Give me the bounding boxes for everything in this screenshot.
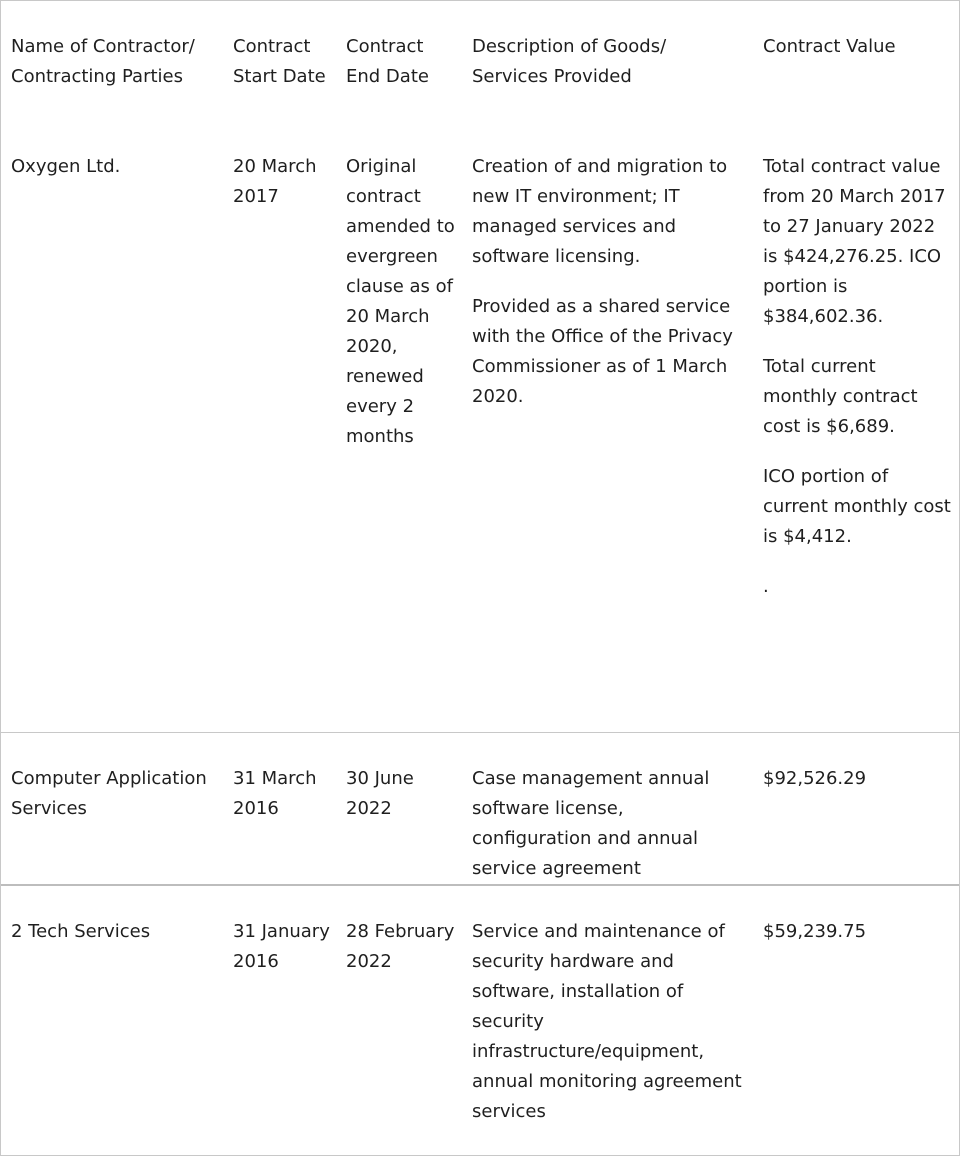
table-row bbox=[1, 885, 959, 1156]
header-description: Description of Goods/ Services Provided bbox=[472, 36, 667, 87]
value-paragraph: ICO portion of current monthly cost is $4,412. bbox=[763, 466, 951, 547]
cell-contractor: Oxygen Ltd. bbox=[1, 121, 223, 732]
description-paragraph: Provided as a shared service with the Office of the Privacy Commissioner as of 1 March 2020. bbox=[472, 296, 733, 407]
cell-end-date: Original contract amended to evergreen clause as of 20 March 2020, renewed every 2 months bbox=[336, 121, 462, 732]
cell-start-date: 20 March 2017 bbox=[223, 121, 336, 732]
cell-start-date: 31 January 2016 bbox=[233, 920, 330, 972]
value-paragraph: Total contract value from 20 March 2017 to 27 January 2022 is $424,276.25. ICO portion is $384,602.36. bbox=[763, 156, 946, 327]
table-row bbox=[1, 121, 959, 732]
cell-contractor: 2 Tech Services bbox=[11, 920, 151, 942]
cell-end-date: 30 June 2022 bbox=[336, 732, 462, 885]
header-start-date: Contract Start Date bbox=[233, 36, 326, 87]
contracts-table bbox=[1, 1, 959, 1156]
value-paragraph: Total current monthly contract cost is $6,689. bbox=[763, 356, 918, 437]
cell-value: $59,239.75 bbox=[763, 920, 867, 942]
cell-contractor: Computer Application Services bbox=[1, 732, 223, 885]
header-value: Contract Value bbox=[763, 36, 896, 57]
cell-end-date: 28 February 2022 bbox=[346, 920, 455, 972]
cell-start-date: 31 March 2016 bbox=[223, 732, 336, 885]
table-row bbox=[1, 732, 959, 885]
description-paragraph: Creation of and migration to new IT environment; IT managed services and software licensing. bbox=[472, 156, 728, 267]
header-contractor: Name of Contractor/ Contracting Parties bbox=[11, 36, 195, 87]
header-end-date: Contract End Date bbox=[346, 36, 429, 87]
cell-description: Service and maintenance of security hardware and software, installation of security infrastructure/equipment, annual monitoring agreement services bbox=[472, 920, 742, 1122]
cell-description: Case management annual software license, configuration and annual service agreement bbox=[462, 732, 753, 885]
cell-description bbox=[462, 121, 753, 732]
cell-value bbox=[753, 121, 959, 732]
table-header-row bbox=[1, 1, 959, 121]
value-paragraph: . bbox=[763, 576, 769, 597]
cell-value: $92,526.29 bbox=[753, 732, 959, 885]
